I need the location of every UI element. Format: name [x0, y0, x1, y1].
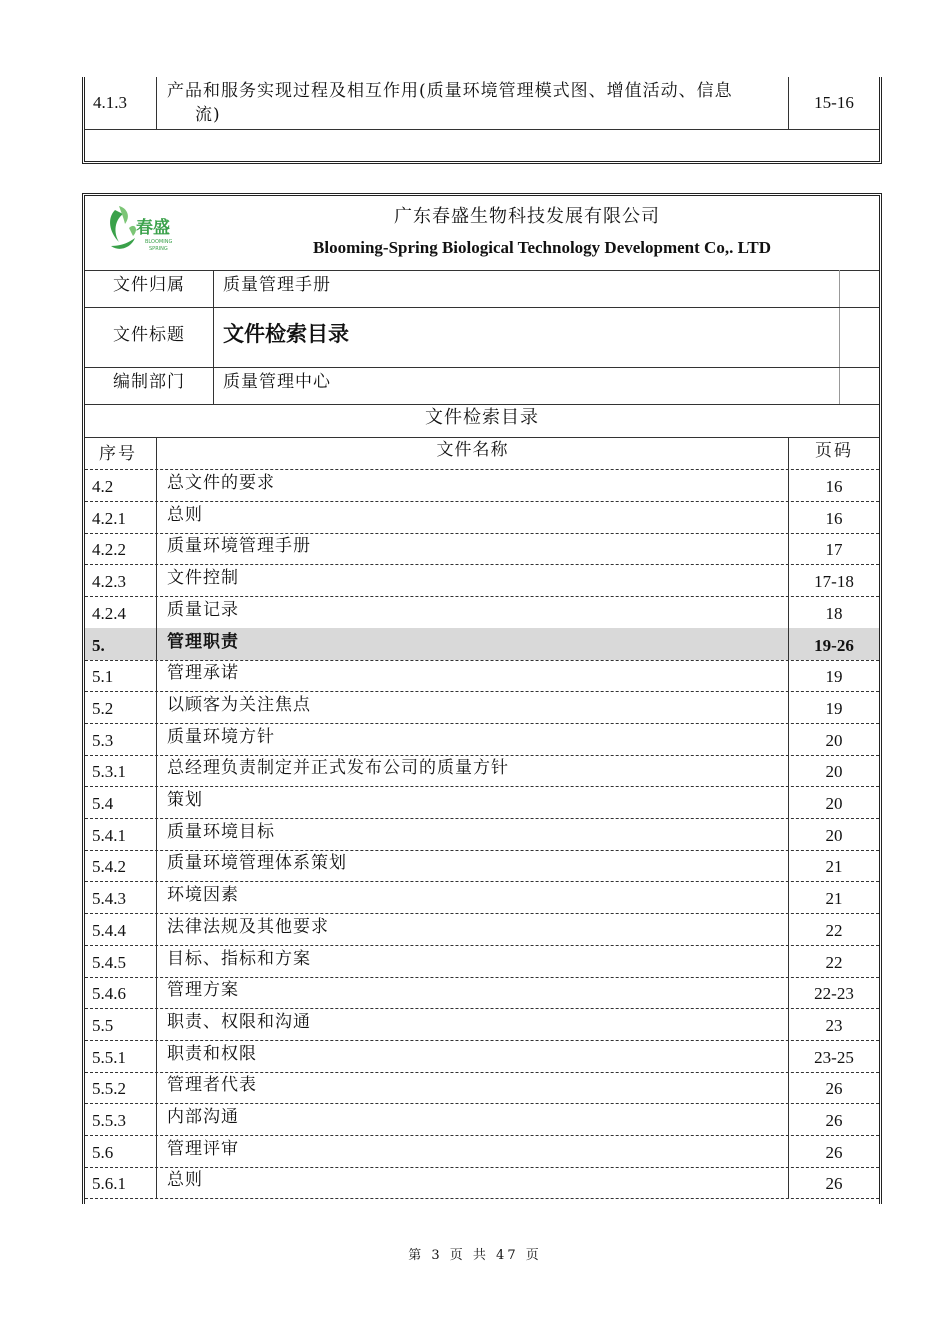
row-number: 5. [85, 628, 157, 660]
company-header [85, 196, 879, 271]
row-name: 以顾客为关注焦点 [157, 691, 789, 723]
row-name: 质量环境方针 [157, 723, 789, 755]
row-number: 4.2.2 [85, 532, 157, 564]
table-header-row [85, 437, 879, 469]
owner-label: 文件归属 [85, 270, 214, 307]
row-number: 4.2.1 [85, 501, 157, 533]
row-name-line2: 流) [195, 105, 221, 125]
table-row [85, 691, 879, 723]
row-page: 20 [825, 730, 843, 750]
table-row [85, 945, 879, 977]
table-row [85, 786, 879, 818]
row-page: 26 [825, 1174, 843, 1194]
title-label: 文件标题 [85, 307, 214, 367]
row-page: 23 [825, 1015, 843, 1035]
row-page: 20 [825, 794, 843, 813]
table-row [85, 1135, 879, 1167]
row-page: 22-23 [814, 984, 854, 1004]
column-header-page: 页码 [815, 441, 853, 461]
row-page: 26 [825, 1111, 843, 1130]
row-number: 5.5.2 [85, 1071, 157, 1103]
row-number: 5.2 [85, 691, 157, 723]
row-name: 内部沟通 [157, 1103, 789, 1135]
row-name: 管理方案 [157, 976, 789, 1008]
table-row [85, 976, 879, 1008]
row-number: 4.2.4 [85, 596, 157, 628]
row-page: 20 [825, 825, 843, 845]
row-page: 20 [825, 762, 843, 782]
row-name: 总经理负责制定并正式发布公司的质量方针 [157, 754, 789, 786]
row-name: 总则 [157, 1166, 789, 1198]
meta-dept-row [85, 367, 879, 405]
table-row [85, 818, 879, 850]
table-title: 文件检索目录 [85, 404, 879, 438]
owner-value: 质量管理手册 [223, 275, 331, 295]
row-page: 19-26 [814, 635, 854, 655]
meta-owner-row [85, 270, 879, 308]
logo-sub1: BLOOMING [145, 239, 173, 245]
row-page: 17 [825, 540, 843, 560]
dept-label: 编制部门 [85, 367, 214, 404]
row-name: 质量环境目标 [157, 818, 789, 850]
logo-sub2: SPRING [149, 246, 168, 252]
row-number: 5.3.1 [85, 754, 157, 786]
row-number: 5.4.1 [85, 818, 157, 850]
table-row [85, 501, 879, 533]
column-header-no: 序号 [85, 437, 157, 469]
row-page: 23-25 [814, 1047, 854, 1067]
row-page: 22 [825, 952, 843, 972]
row-name: 管理评审 [157, 1135, 789, 1167]
row-page: 21 [825, 857, 843, 877]
row-number: 5.1 [85, 659, 157, 691]
table-row [85, 1040, 879, 1072]
row-page: 26 [825, 1079, 843, 1099]
document-index-table [82, 193, 882, 1204]
row-name: 管理承诺 [157, 659, 789, 691]
row-name: 目标、指标和方案 [157, 945, 789, 977]
row-page: 21 [825, 889, 843, 909]
table-row [85, 913, 879, 945]
table-row [85, 881, 879, 913]
table-row [85, 1103, 879, 1135]
row-number: 5.4.2 [85, 849, 157, 881]
row-number: 5.5.1 [85, 1040, 157, 1072]
row-name: 质量记录 [157, 596, 789, 628]
table-row [85, 659, 879, 691]
row-number: 4.1.3 [85, 77, 157, 129]
row-name: 管理职责 [157, 628, 789, 660]
row-number: 5.4.6 [85, 976, 157, 1008]
meta-title-row [85, 307, 879, 368]
company-name-en: Blooming-Spring Biological Technology Development Co,. LTD [313, 238, 771, 257]
row-page: 18 [825, 603, 843, 623]
row-page: 16 [825, 508, 843, 528]
row-number: 5.3 [85, 723, 157, 755]
logo-text: 春盛 [136, 218, 170, 238]
row-number: 5.4 [85, 786, 157, 818]
row-name: 质量环境管理体系策划 [157, 849, 789, 881]
row-name: 管理者代表 [157, 1071, 789, 1103]
table-row [85, 754, 879, 786]
row-name: 策划 [157, 786, 789, 818]
row-name: 总文件的要求 [157, 469, 789, 501]
row-number: 5.6 [85, 1135, 157, 1167]
table-row [85, 849, 879, 881]
row-name: 法律法规及其他要求 [157, 913, 789, 945]
row-number: 5.4.5 [85, 945, 157, 977]
row-page: 19 [825, 667, 843, 687]
row-name-line1: 产品和服务实现过程及相互作用(质量环境管理模式图、增值活动、信息 [167, 81, 733, 101]
row-name: 总则 [157, 501, 789, 533]
table-row [85, 1071, 879, 1103]
previous-table-continuation [82, 77, 882, 164]
table-row [85, 469, 879, 501]
row-page: 26 [825, 1142, 843, 1162]
row-number: 5.6.1 [85, 1166, 157, 1198]
table-row [85, 1008, 879, 1040]
company-name-cn: 广东春盛生物科技发展有限公司 [394, 206, 660, 227]
table-row [85, 723, 879, 755]
row-number: 4.2.3 [85, 564, 157, 596]
table-row [85, 564, 879, 596]
company-logo [105, 202, 185, 254]
row-number: 5.5 [85, 1008, 157, 1040]
row-page: 15-16 [814, 93, 854, 112]
row-page: 22 [825, 920, 843, 940]
table-row [85, 532, 879, 564]
row-page: 16 [825, 477, 843, 496]
dept-value: 质量管理中心 [223, 372, 331, 392]
table-row [85, 77, 879, 130]
row-page: 17-18 [814, 572, 854, 592]
row-number: 4.2 [85, 469, 157, 501]
row-number: 5.4.3 [85, 881, 157, 913]
row-name: 文件控制 [157, 564, 789, 596]
row-name: 职责和权限 [157, 1040, 789, 1072]
row-number: 5.5.3 [85, 1103, 157, 1135]
column-header-name: 文件名称 [157, 437, 789, 469]
row-page: 19 [825, 698, 843, 718]
title-value: 文件检索目录 [223, 322, 349, 346]
row-name: 质量环境管理手册 [157, 532, 789, 564]
table-row [85, 1166, 879, 1198]
table-row [85, 596, 879, 628]
row-number: 5.4.4 [85, 913, 157, 945]
page-footer: 第 3 页 共 47 页 [408, 1248, 542, 1263]
row-name: 职责、权限和沟通 [157, 1008, 789, 1040]
row-name: 环境因素 [157, 881, 789, 913]
table-row [85, 628, 879, 660]
row-name [157, 77, 789, 129]
